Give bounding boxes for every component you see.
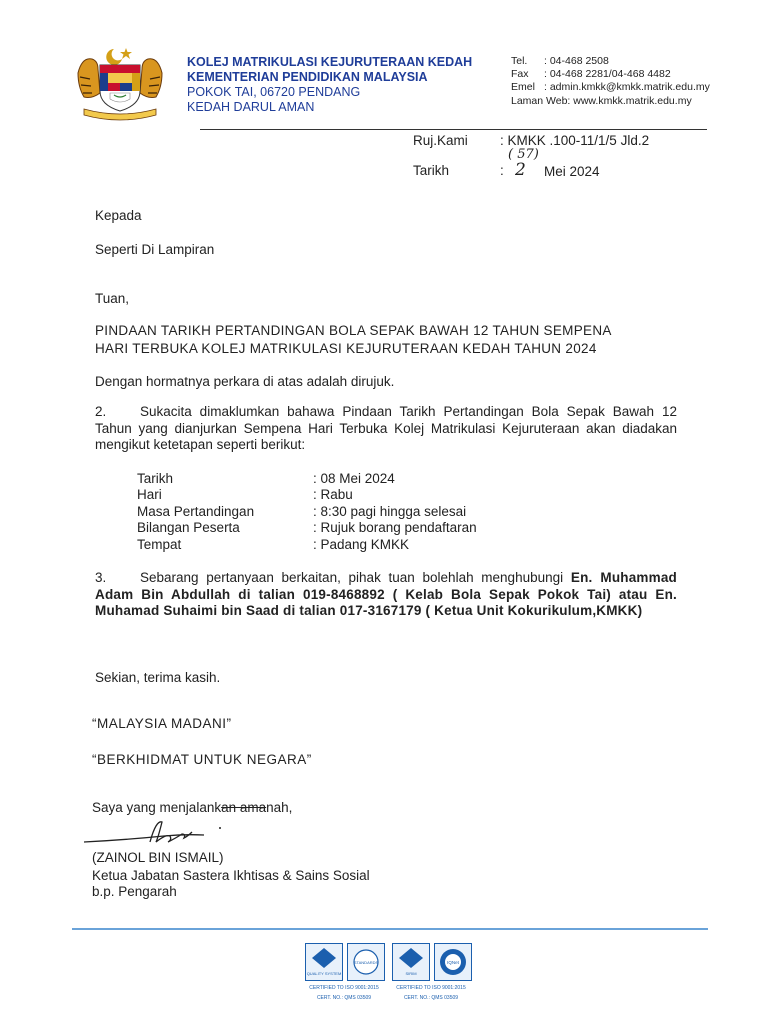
detail-value: : 8:30 pagi hingga selesai: [313, 503, 467, 519]
signer-name: (ZAINOL BIN ISMAIL): [92, 850, 224, 865]
detail-row: [137, 471, 477, 487]
iqnet-text: IQNet: [447, 960, 459, 965]
paragraph-3-text: Sebarang pertanyaan berkaitan, pihak tuan bolehlah menghubungi: [140, 570, 564, 585]
salutation: Tuan,: [95, 291, 130, 306]
paragraph-3-contacts: En. Muhammad Adam Bin Abdullah di talian 019-8468892 ( Kelab Bola Sepak Pokok Tai) atau En. Muhamad Suhaimi bin Saad di talian 017-3167179 ( Ketua Unit Kokurikulum,KMKK): [95, 570, 677, 618]
cert2-caption-line2: CERT. NO.: QMS 03509: [403, 995, 459, 1001]
org-address-line1: POKOK TAI, 06720 PENDANG: [187, 85, 361, 99]
fax-value: : 04-468 2281/04-468 4482: [544, 68, 671, 81]
signature-preamble-end: nah,: [266, 800, 293, 815]
iqnet-logo: [434, 943, 472, 981]
standards-text: STANDARDS: [353, 960, 379, 965]
standards-logo: [347, 943, 385, 981]
closing: Sekian, terima kasih.: [95, 670, 221, 685]
detail-value: : Rabu: [313, 487, 353, 503]
email-label: Emel: [511, 81, 535, 94]
detail-label: Hari: [137, 487, 162, 503]
quality-system-text: QUALITY SYSTEM: [306, 971, 342, 976]
org-address-line2: KEDAH DARUL AMAN: [187, 100, 315, 114]
cert1-caption-line1: CERTIFIED TO ISO 9001:2015: [309, 985, 379, 991]
fax-label: Fax: [511, 68, 529, 81]
detail-label: Masa Pertandingan: [137, 503, 255, 519]
cert2-caption-line1: CERTIFIED TO ISO 9001:2015: [396, 985, 466, 991]
date-colon: :: [500, 163, 504, 178]
detail-value: : Padang KMKK: [313, 536, 410, 552]
date-month-year: Mei 2024: [544, 164, 600, 179]
date-handwritten-day: 2: [515, 160, 526, 180]
detail-value: : 08 Mei 2024: [313, 471, 395, 486]
footer-divider: [72, 928, 708, 930]
paragraph-1: Dengan hormatnya perkara di atas adalah dirujuk.: [95, 374, 395, 389]
detail-row: [137, 487, 477, 503]
sirim-logo: [392, 943, 430, 981]
website-value: Laman Web: www.kmkk.matrik.edu.my: [511, 94, 692, 107]
paragraph-2: [95, 404, 677, 454]
detail-row: [137, 520, 477, 536]
letter-subject: [95, 322, 612, 357]
letterhead-divider: [200, 129, 707, 130]
cert1-caption-line2: CERT. NO.: QMS 03509: [316, 995, 372, 1001]
recipient: Seperti Di Lampiran: [95, 242, 215, 257]
event-details: [137, 471, 477, 553]
certification-group-2: [392, 943, 470, 1001]
signer-position: Ketua Jabatan Sastera Ikhtisas & Sains Sosial: [92, 868, 370, 883]
signature-preamble-text: Saya yang menjalank: [92, 800, 222, 815]
subject-line2: HARI TERBUKA KOLEJ MATRIKULASI KEJURUTERAAN KEDAH TAHUN 2024: [95, 340, 597, 356]
paragraph-2-number: 2.: [95, 404, 107, 419]
detail-row: [137, 537, 477, 553]
signature-preamble-struck: an ama: [221, 800, 267, 815]
signer-bp: b.p. Pengarah: [92, 884, 177, 899]
date-label: Tarikh: [413, 163, 450, 178]
detail-label: Tempat: [137, 536, 182, 552]
letterhead-organization: [187, 55, 472, 115]
letterhead-contact: [511, 55, 710, 108]
slogan-berkhidmat: “BERKHIDMAT UNTUK NEGARA”: [92, 752, 312, 767]
coat-of-arms-logo: [70, 43, 170, 121]
paragraph-2-text: Sukacita dimaklumkan bahawa Pindaan Tarikh Pertandingan Bola Sepak Bawah 12 Tahun yang dianjurkan Sempena Hari Terbuka Kolej Matrikulasi Kejuruteraan akan diadakan mengikut ketetapan seperti berikut:: [95, 404, 677, 452]
detail-label: Bilangan Peserta: [137, 520, 240, 536]
org-name: KOLEJ MATRIKULASI KEJURUTERAAN KEDAH: [187, 55, 473, 69]
paragraph-3: [95, 570, 677, 620]
tel-value: : 04-468 2508: [544, 55, 609, 67]
handwritten-signature: [80, 812, 250, 852]
detail-row: [137, 504, 477, 520]
detail-value: : Rujuk borang pendaftaran: [313, 520, 477, 536]
paragraph-3-number: 3.: [95, 570, 107, 585]
kepada-label: Kepada: [95, 208, 142, 223]
org-ministry: KEMENTERIAN PENDIDIKAN MALAYSIA: [187, 70, 428, 84]
tel-label: Tel.: [511, 55, 528, 67]
ref-label: Ruj.Kami: [413, 133, 468, 148]
certification-group-1: [305, 943, 383, 1001]
subject-line1: PINDAAN TARIKH PERTANDINGAN BOLA SEPAK BAWAH 12 TAHUN SEMPENA: [95, 323, 612, 338]
ref-value: : KMKK .100-11/1/5 Jld.2: [500, 133, 650, 148]
slogan-malaysia-madani: “MALAYSIA MADANI”: [92, 716, 232, 731]
email-value: : admin.kmkk@kmkk.matrik.edu.my: [544, 81, 710, 94]
quality-system-logo: [305, 943, 343, 981]
ref-handwritten-number: ( 57): [508, 147, 539, 162]
detail-label: Tarikh: [137, 471, 174, 486]
sirim-text: SIRIM: [405, 971, 417, 976]
